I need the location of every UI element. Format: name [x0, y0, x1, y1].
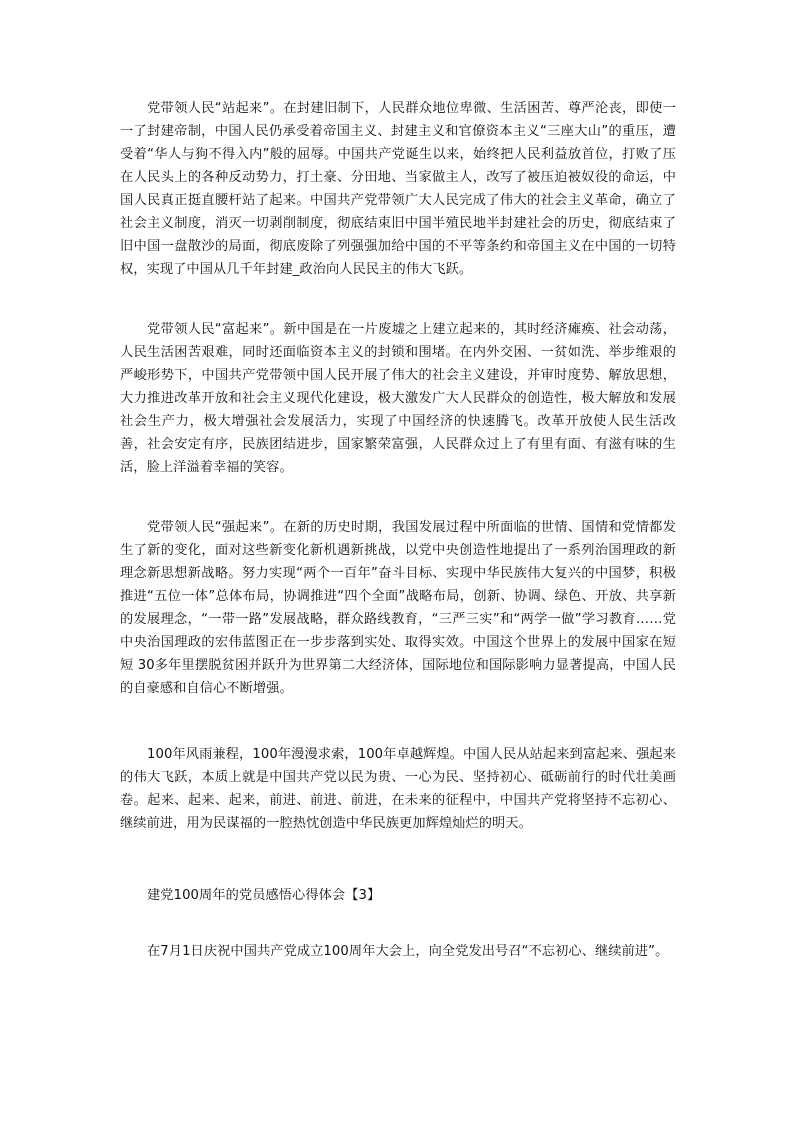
- paragraph-july-first: 在7月1日庆祝中国共产党成立100周年大会上，向全党发出号召“不忘初心、继续前进”。: [147, 944, 669, 959]
- paragraph-centennial: 100年风雨兼程，100年漫漫求索，100年卓越辉煌。中国人民从站起来到富起来、强起来的伟大飞跃，本质上就是中国共产党以民为贵、一心为民、坚持初心、砥砺前行的时代壮美画卷。起来、起来、起来，前进、前进、前进，在未来的征程中，中国共产党将坚持不忘初心、继续前进，用为民谋福的一腔热忱创造中华民族更加辉煌灿烂的明天。: [120, 747, 676, 831]
- section-heading: 建党100周年的党员感悟心得体会【3】: [147, 888, 381, 903]
- paragraph-grow-strong: 党带领人民“强起来”。在新的历史时期，我国发展过程中所面临的世情、国情和党情都发生了新的变化，面对这些新变化新机遇新挑战，以党中央创造性地提出了一系列治国理政的新理念新思想新战略。努力实现“两个一百年”奋斗目标、实现中华民族伟大复兴的中国梦，积极推进“五位一体”总体布局，协调推进“四个全面”战略布局，创新、协调、绿色、开放、共享新的发展理念，“一带一路”发展战略，群众路线教育，“三严三实”和“两学一做”学习教育……党中央治国理政的宏伟蓝图正在一步步落到实处、取得实效。中国这个世界上的发展中国家在短短 30多年里摆脱贫困并跃升为世界第二大经济体，国际地位和国际影响力显著提高，中国人民的自豪感和自信心不断增强。: [120, 520, 676, 696]
- paragraph-get-rich: 党带领人民“富起来”。新中国是在一片废墟之上建立起来的，其时经济瘫痪、社会动荡，人民生活困苦艰难，同时还面临资本主义的封锁和围堵。在内外交困、一贫如洗、举步维艰的严峻形势下，中国共产党带领中国人民开展了伟大的社会主义建设，并审时度势、解放思想，大力推进改革开放和社会主义现代化建设，极大激发广大人民群众的创造性，极大解放和发展社会生产力，极大增强社会发展活力，实现了中国经济的快速腾飞。改革开放使人民生活改善，社会安定有序，民族团结进步，国家繁荣富强，人民群众过上了有里有面、有滋有味的生活，脸上洋溢着幸福的笑容。: [120, 322, 676, 475]
- paragraph-stand-up: 党带领人民“站起来”。在封建旧制下，人民群众地位卑微、生活困苦、尊严沦丧，即使一一了封建帝制，中国人民仍承受着帝国主义、封建主义和官僚资本主义“三座大山”的重压，遭受着“华人与狗不得入内”般的屈辱。中国共产党诞生以来，始终把人民利益放首位，打败了压在人民头上的各种反动势力，打土豪、分田地、当家做主人，改写了被压迫被奴役的命运，中国人民真正挺直腰杆站了起来。中国共产党带领广大人民完成了伟大的社会主义革命，确立了社会主义制度，消灭一切剥削制度，彻底结束旧中国半殖民地半封建社会的历史，彻底结束了旧中国一盘散沙的局面，彻底废除了列强强加给中国的不平等条约和帝国主义在中国的一切特权，实现了中国从几千年封建_政治向人民民主的伟大飞跃。: [120, 101, 676, 277]
